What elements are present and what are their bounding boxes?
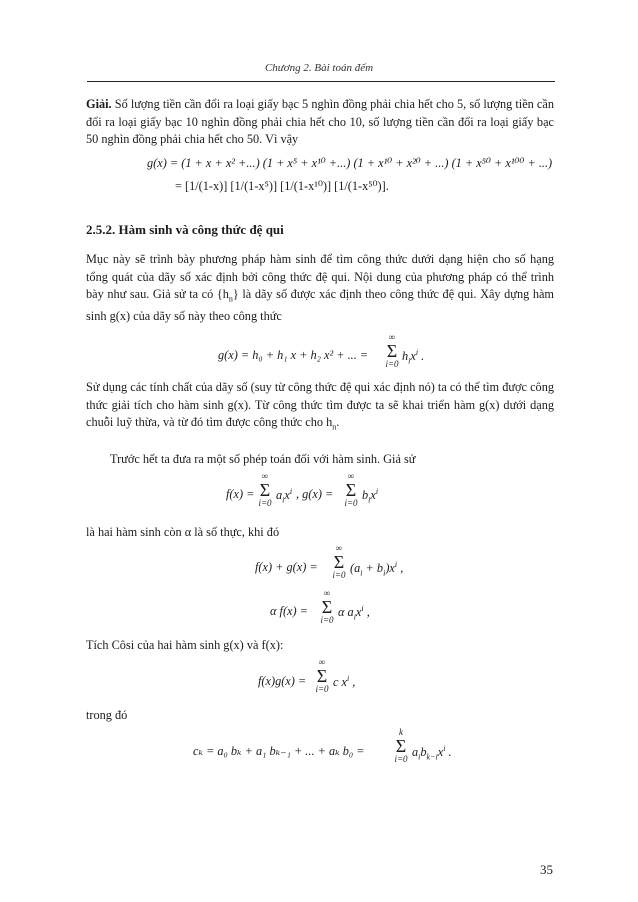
sum-sigma-scale: ∞ Σ i=0 (320, 588, 334, 625)
formula-g-lhs: , g(x) = (296, 487, 334, 501)
formula-coef-term: $a_ib_{k-i}x^i$ . (412, 744, 452, 762)
formula-gen-term: $h_ix^i$ . (402, 348, 425, 366)
paragraph-cauchy: Tích Côsi của hai hàm sinh g(x) và f(x): (86, 638, 284, 652)
formula-gen-lhs: g(x) = h₀ + h₁ x + h₂ x² + ... = (218, 348, 369, 362)
formula-g-closed: = [1/(1-x)] [1/(1-x⁵)] [1/(1-x¹⁰)] [1/(1-x⁵⁰)]. (175, 179, 389, 193)
formula-f-term: $a_ix^i$ (276, 487, 293, 505)
formula-g-series: g(x) = (1 + x + x² +...) (1 + x⁵ + x¹⁰ +...) (1 + x¹⁰ + x²⁰ + ...) (1 + x⁵⁰ + x¹⁰⁰ + ...) (147, 156, 553, 170)
formula-coef-lhs: cₖ = a₀ bₖ + a₁ bₖ₋₁ + ... + aₖ b₀ = (193, 744, 365, 758)
formula-scale-term: α $a_ix^i$ , (338, 604, 370, 622)
formula-sum-term: $(a_i + b_i)x^i$ , (350, 560, 404, 578)
method-text-a: Sử dụng các tính chất của dãy số (suy từ công thức đệ qui xác định nó) ta có thể tìm được công thức giải tích cho hàm sinh g(x). Từ công thức tìm được ta sẽ khai triển hàm g(x) dưới dạng chuỗi luỹ thừa, và từ đó tìm được công thức cho h (86, 380, 554, 430)
paragraph-method: Sử dụng các tính chất của dãy số (suy từ công thức đệ qui xác định nó) ta có thể tìm được công thức giải tích cho hàm sinh g(x). Từ công thức tìm được ta sẽ khai triển hàm g(x) dưới dạng chuỗi luỹ thừa, và từ đó tìm được công thức cho $h_n$. (86, 380, 554, 432)
formula-cauchy-lhs: f(x)g(x) = (258, 674, 307, 688)
intro-text-a: Mục này sẽ trình bày phương pháp hàm sinh để tìm công thức dưới dạng hiện cho số hạng tổng quát của dãy số xác định bởi công thức đệ qui. Nội dung của phương pháp có thể trình bày như sau. Giả sử ta có {h (86, 252, 554, 302)
section-title: 2.5.2. Hàm sinh và công thức đệ qui (86, 222, 284, 237)
running-header: Chương 2. Bài toán đếm (264, 62, 374, 74)
paragraph-where: trong đó (86, 708, 128, 722)
sum-sigma-add: ∞ Σ i=0 (332, 543, 346, 580)
solution-label: Giải. (86, 97, 112, 111)
sum-sigma-cauchy: ∞ Σ i=0 (315, 657, 329, 694)
sum-sigma-g: ∞ Σ i=0 (344, 471, 358, 508)
method-text-b: . (336, 415, 340, 430)
sum-sigma-gen: ∞ Σ i=0 (385, 332, 399, 369)
solution-text: Số lượng tiền cần đổi ra loại giấy bạc 5 nghìn đồng phải chia hết cho 5, số lượng tiền cần đổi ra loại giấy bạc 10 nghìn đồng phải chia hết cho 10, số lượng tiền cần đổi ra loại giấy bạc 50 nghìn đồng phải chia hết cho 50. Vì vậy (86, 97, 554, 147)
header-rule (87, 81, 555, 82)
formula-scale-lhs: α f(x) = (270, 604, 308, 618)
intro-text-b: } là dãy số được xác định theo công thức đệ qui. Xây dựng hàm sinh g(x) của dãy số này theo công thức (86, 287, 554, 324)
paragraph-intro: Mục này sẽ trình bày phương pháp hàm sinh để tìm công thức dưới dạng hiện cho số hạng tổng quát của dãy số xác định bởi công thức đệ qui. Nội dung của phương pháp có thể trình bày như sau. Giả sử ta có $\{h_n\}$ là dãy số được xác định theo công thức đệ qui. Xây dựng hàm sinh g(x) của dãy số này theo công thức (86, 252, 554, 324)
paragraph-operations: Trước hết ta đưa ra một số phép toán đối với hàm sinh. Giả sử (110, 452, 416, 466)
formula-f-lhs: f(x) = (226, 487, 255, 501)
paragraph-alpha: là hai hàm sinh còn α là số thực, khi đó (86, 525, 280, 539)
formula-g-term: $b_ix^i$ (362, 487, 379, 505)
sum-sigma-f: ∞ Σ i=0 (258, 471, 272, 508)
formula-cauchy-term: c $x^i$ , (333, 674, 356, 690)
formula-sum-lhs: f(x) + g(x) = (255, 560, 318, 574)
page-number: 35 (540, 862, 553, 877)
sum-sigma-coef: k Σ i=0 (394, 727, 408, 764)
solution-paragraph (86, 96, 554, 149)
